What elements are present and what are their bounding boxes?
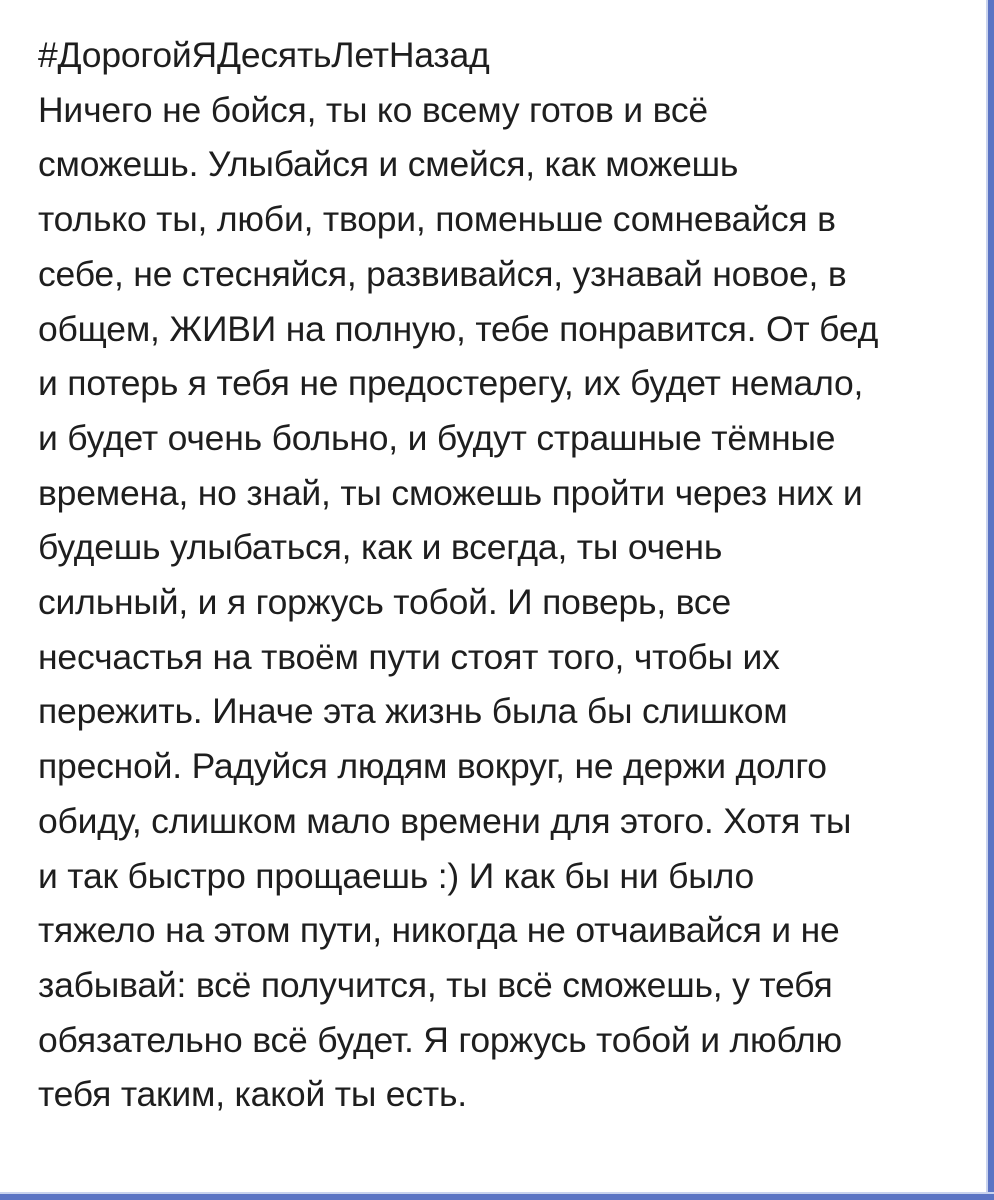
post-line: сильный, и я горжусь тобой. И поверь, все [38,582,732,623]
post-line: пережить. Иначе эта жизнь была бы слишком [38,691,788,732]
post-line: себе, не стесняйся, развивайся, узнавай новое, в [38,253,847,294]
frame-border-right [986,0,994,1200]
post-hashtag[interactable]: #ДорогойЯДесятьЛетНазад [38,35,490,75]
post-line: будешь улыбаться, как и всегда, ты очень [38,527,723,568]
post-line: только ты, люби, твори, поменьше сомневайся в [38,199,836,240]
post-text [38,28,968,1122]
post-line: и потерь я тебя не предостерегу, их будет немало, [38,363,864,404]
post-line: общем, ЖИВИ на полную, тебе понравится. От бед [38,308,879,349]
post-line: и так быстро прощаешь :) И как бы ни было [38,855,755,896]
post-line: обиду, слишком мало времени для этого. Хотя ты [38,800,852,841]
post-line: сможешь. Улыбайся и смейся, как можешь [38,144,739,185]
post-line: забывай: всё получится, ты всё сможешь, у тебя [38,964,833,1005]
post-line: пресной. Радуйся людям вокруг, не держи долго [38,746,827,787]
post-line: тяжело на этом пути, никогда не отчаивайся и не [38,910,840,951]
post-line: времена, но знай, ты сможешь пройти через них и [38,472,863,513]
post-line: обязательно всё будет. Я горжусь тобой и люблю [38,1019,842,1060]
frame-border-bottom [0,1192,994,1200]
post-line: тебя таким, какой ты есть. [38,1074,467,1115]
post-line: несчастья на твоём пути стоят того, чтобы их [38,636,780,677]
post-line: Ничего не бойся, ты ко всему готов и всё [38,89,708,130]
post-line: и будет очень больно, и будут страшные тёмные [38,417,836,458]
